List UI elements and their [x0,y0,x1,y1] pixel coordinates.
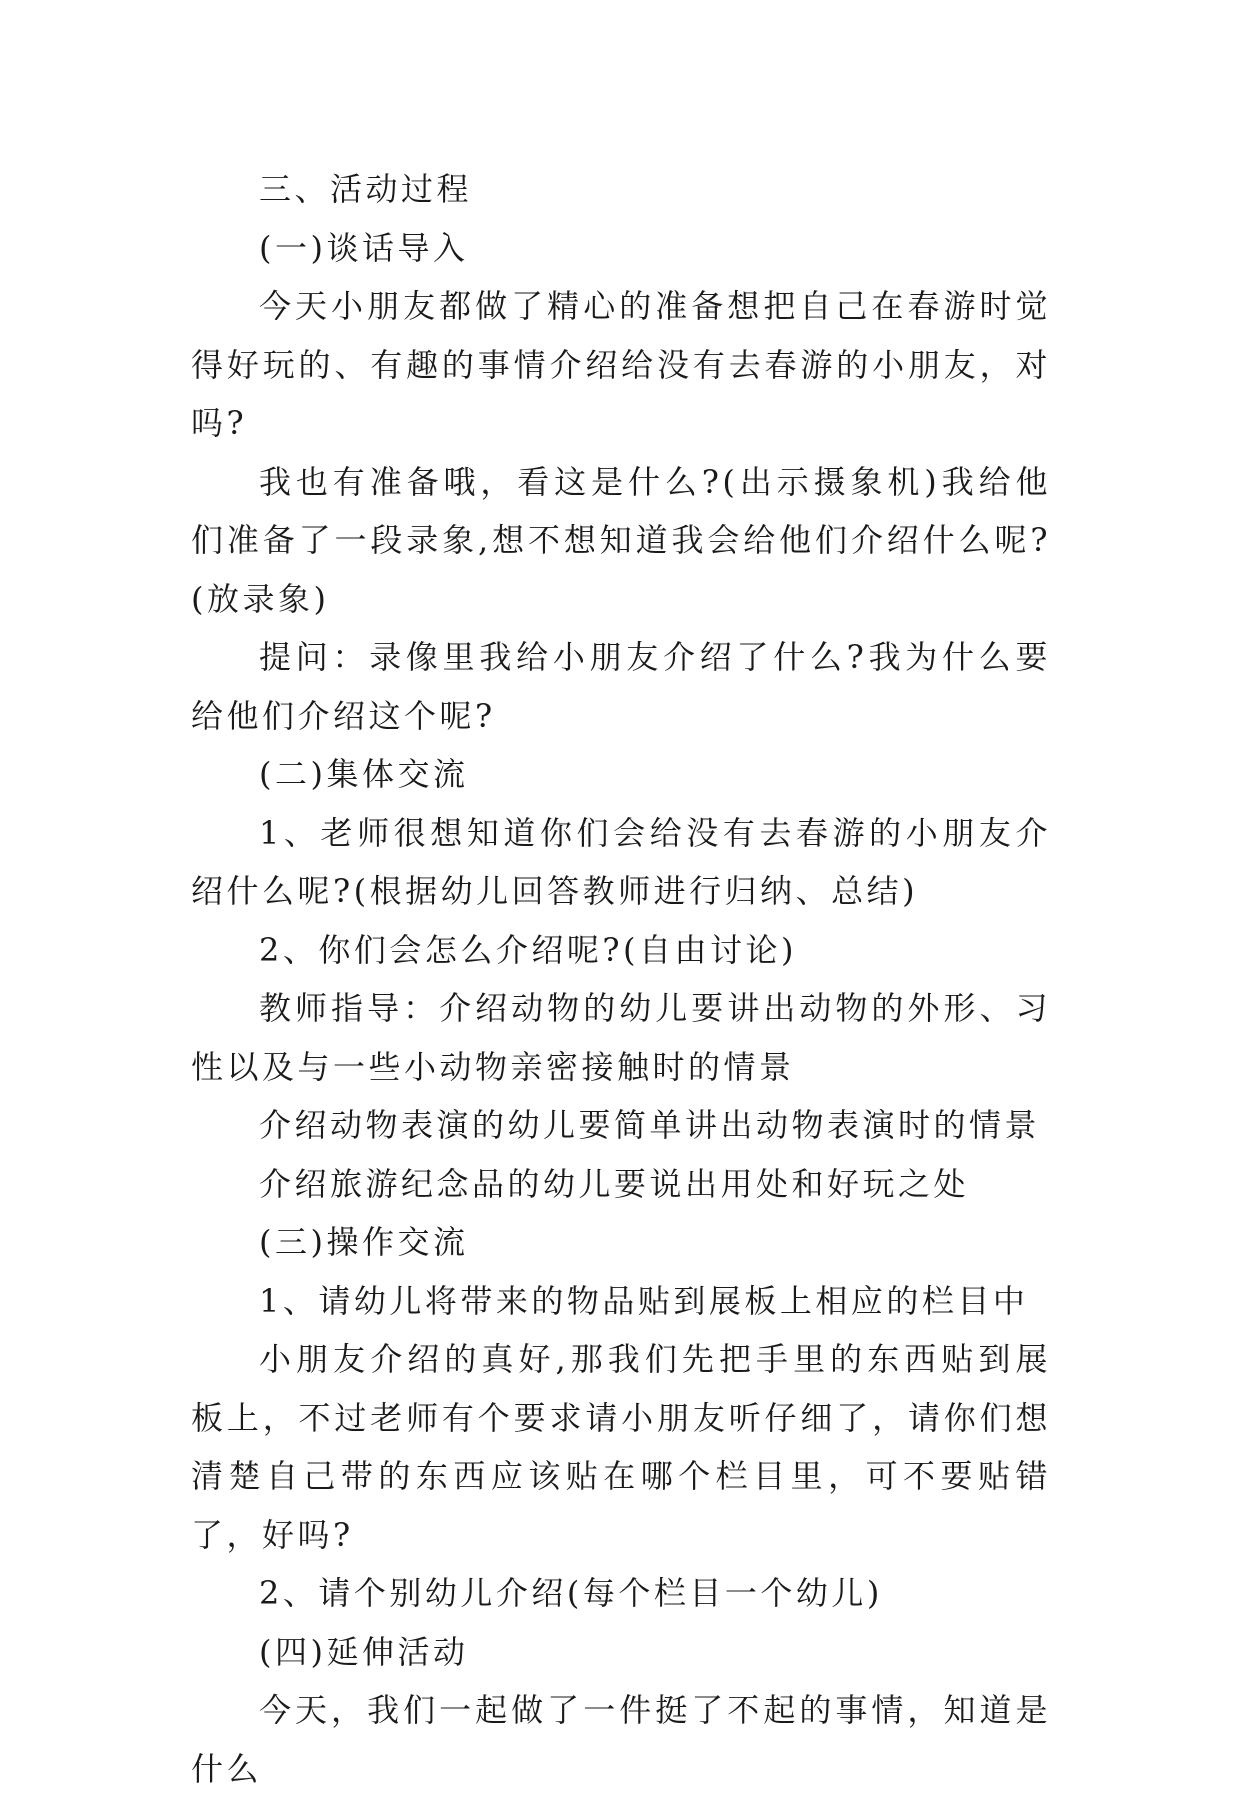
paragraph: 小朋友介绍的真好,那我们先把手里的东西贴到展板上，不过老师有个要求请小朋友听仔细了，请你们想清楚自己带的东西应该贴在哪个栏目里，可不要贴错了，好吗? [191,1340,1051,1554]
paragraph: 1、老师很想知道你们会给没有去春游的小朋友介绍什么呢?(根据幼儿回答教师进行归纳、总结) [191,813,1051,910]
subsection-heading: (四)延伸活动 [259,1632,469,1671]
subsection-heading: (二)集体交流 [259,755,469,793]
paragraph: 提问：录像里我给小朋友介绍了什么?我为什么要给他们介绍这个呢? [191,638,1051,735]
subsection-heading: (三)操作交流 [259,1223,469,1261]
document-body [191,160,1051,1798]
subsection-heading: (一)谈话导入 [259,228,469,267]
paragraph: 今天，我们一起做了一件挺了不起的事情，知道是什么 [191,1691,1051,1788]
paragraph: 今天小朋友都做了精心的准备想把自己在春游时觉得好玩的、有趣的事情介绍给没有去春游的小朋友，对吗? [191,287,1051,442]
paragraph: 2、请个别幼儿介绍(每个栏目一个幼儿) [259,1574,883,1612]
paragraph: 教师指导：介绍动物的幼儿要讲出动物的外形、习性以及与一些小动物亲密接触时的情景 [191,989,1051,1086]
paragraph: 介绍旅游纪念品的幼儿要说出用处和好玩之处 [259,1164,970,1203]
paragraph: 我也有准备哦，看这是什么?(出示摄象机)我给他们准备了一段录象,想不想知道我会给他们介绍什么呢?(放录象) [191,462,1051,618]
paragraph: 2、你们会怎么介绍呢?(自由讨论) [259,930,797,969]
paragraph: 介绍动物表演的幼儿要简单讲出动物表演时的情景 [259,1106,1041,1144]
paragraph: 1、请幼儿将带来的物品贴到展板上相应的栏目中 [259,1281,1029,1320]
section-heading: 三、活动过程 [259,170,473,208]
